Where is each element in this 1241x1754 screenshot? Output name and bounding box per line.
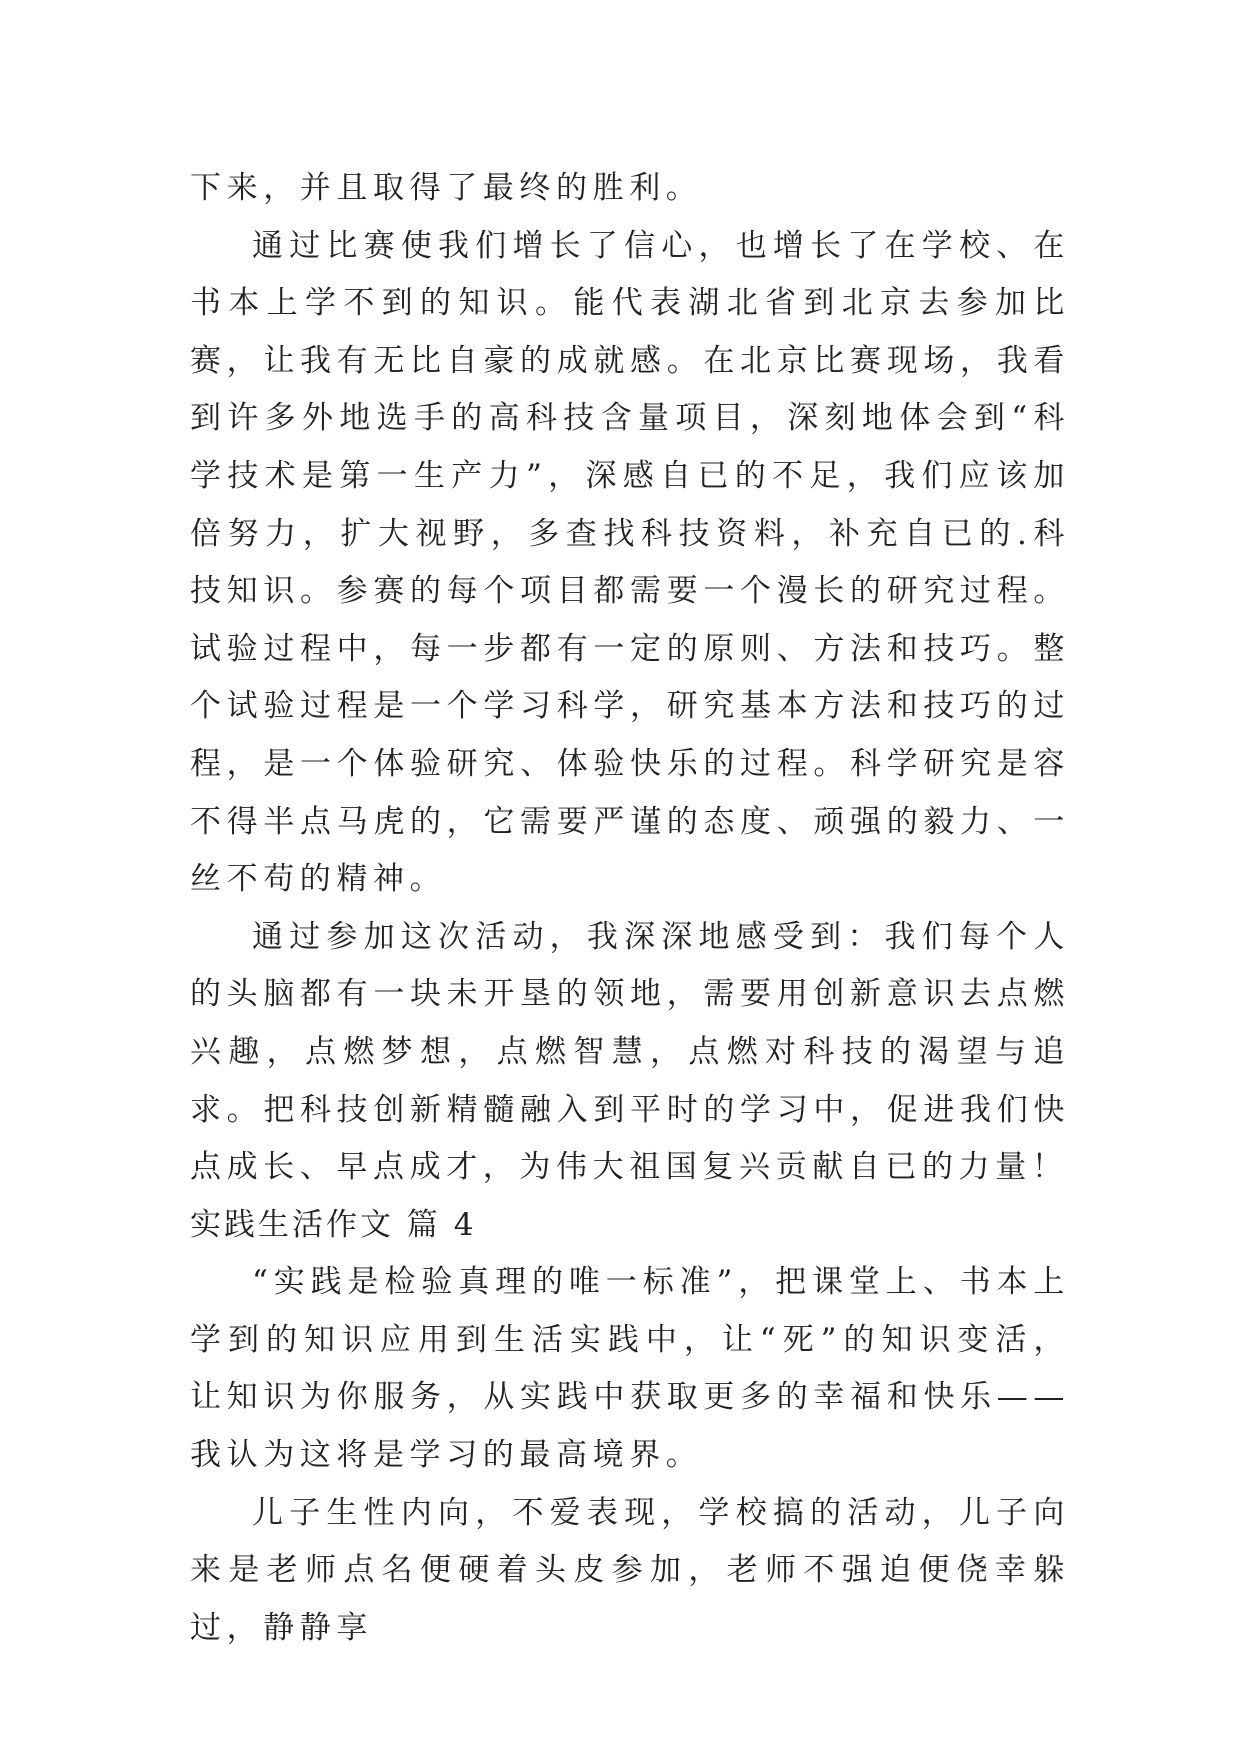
paragraph-practice-truth: “实践是检验真理的唯一标准”，把课堂上、书本上学到的知识应用到生活实践中，让“死”的知识变活，让知识为你服务，从实践中获取更多的幸福和快乐——我认为这将是学习的最高境界。 <box>190 1264 1070 1474</box>
document-body <box>190 160 1070 1657</box>
paragraph-continuation: 下来，并且取得了最终的胜利。 <box>190 170 703 206</box>
paragraph-son-introvert: 儿子生性内向，不爱表现，学校搞的活动，儿子向来是老师点名便硬着头皮参加，老师不强迫便侥幸躲过，静静享 <box>190 1494 1070 1646</box>
paragraph-competition-reflection: 通过比赛使我们增长了信心，也增长了在学校、在书本上学不到的知识。能代表湖北省到北京去参加比赛，让我有无比自豪的成就感。在北京比赛现场，我看到许多外地选手的高科技含量项目，深刻地体会到“科学技术是第一生产力”，深感自已的不足，我们应该加倍努力，扩大视野，多查找科技资料，补充自已的.科技知识。参赛的每个项目都需要一个漫长的研究过程。试验过程中，每一步都有一定的原则、方法和技巧。整个试验过程是一个学习科学，研究基本方法和技巧的过程，是一个体验研究、体验快乐的过程。科学研究是容不得半点马虎的，它需要严谨的态度、顽强的毅力、一丝不苟的精神。 <box>190 227 1070 898</box>
paragraph-activity-feelings: 通过参加这次活动，我深深地感受到：我们每个人的头脑都有一块未开垦的领地，需要用创新意识去点燃兴趣，点燃梦想，点燃智慧，点燃对科技的渴望与追求。把科技创新精髓融入到平时的学习中，促进我们快点成长、早点成才，为伟大祖国复兴贡献自已的力量！ <box>190 918 1070 1186</box>
section-heading: 实践生活作文 篇 4 <box>190 1206 477 1243</box>
